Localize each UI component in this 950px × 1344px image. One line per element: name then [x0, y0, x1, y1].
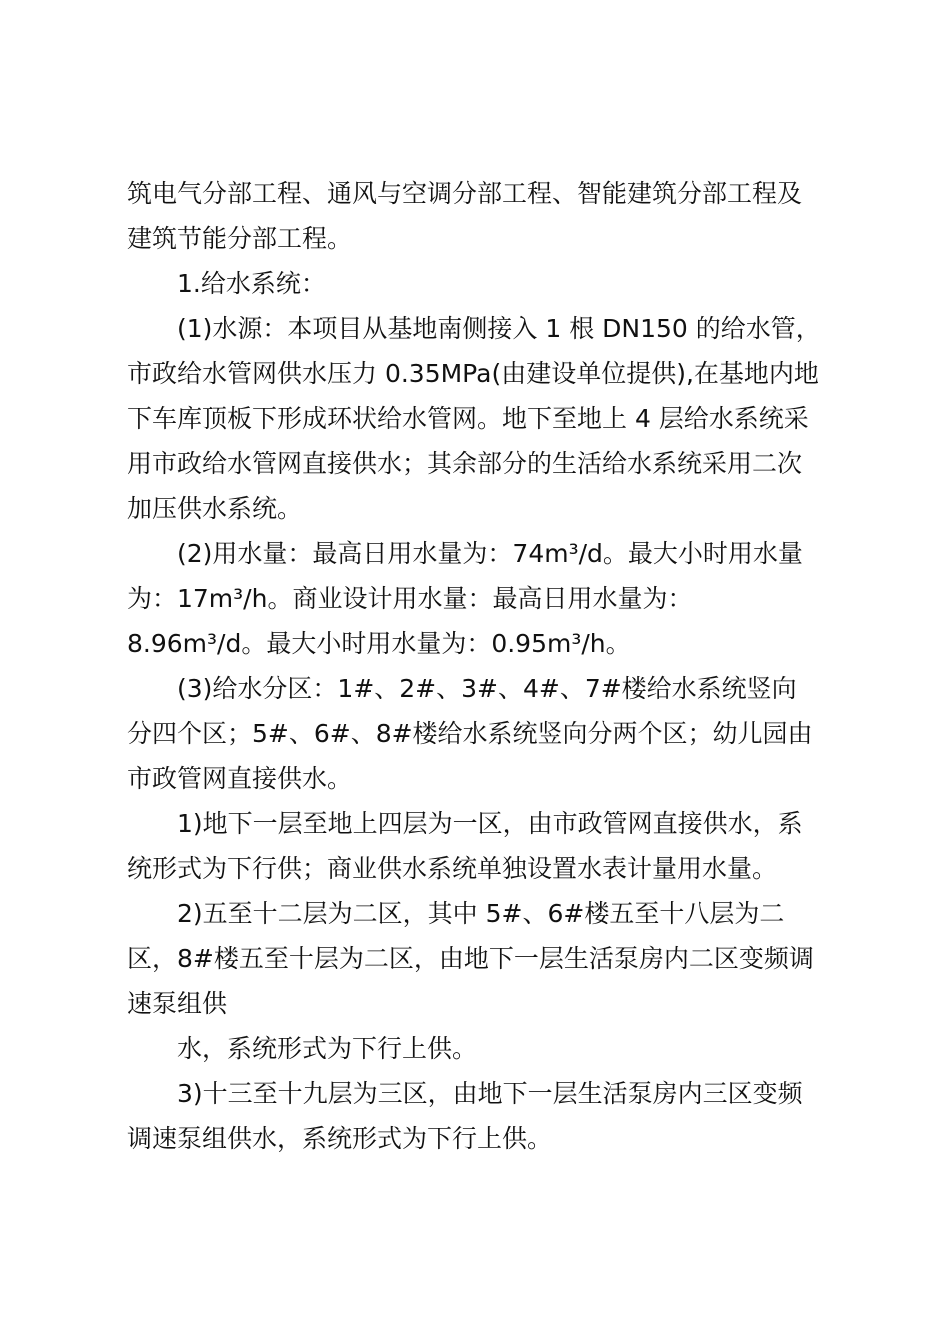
text-line: 市政给水管网供水压力 0.35MPa(由建设单位提供),在基地内地	[127, 359, 819, 388]
text-line: 3)十三至十九层为三区，由地下一层生活泵房内三区变频	[177, 1079, 803, 1108]
text-line: 调速泵组供水，系统形式为下行上供。	[127, 1124, 553, 1153]
text-line: 统形式为下行供；商业供水系统单独设置水表计量用水量。	[127, 854, 778, 883]
text-line: (2)用水量：最高日用水量为：74m³/d。最大小时用水量	[177, 539, 803, 568]
text-line: (1)水源：本项目从基地南侧接入 1 根 DN150 的给水管，	[177, 314, 821, 343]
text-line: 8.96m³/d。最大小时用水量为：0.95m³/h。	[127, 629, 631, 658]
text-line: 2)五至十二层为二区，其中 5#、6#楼五至十八层为二	[177, 899, 785, 928]
text-line: 分四个区；5#、6#、8#楼给水系统竖向分两个区；幼儿园由	[127, 719, 813, 748]
text-line: 加压供水系统。	[127, 494, 303, 523]
section-heading: 1.给水系统：	[177, 269, 326, 298]
text-line: (3)给水分区：1#、2#、3#、4#、7#楼给水系统竖向	[177, 674, 797, 703]
text-line: 为：17m³/h。商业设计用水量：最高日用水量为：	[127, 584, 693, 613]
document-body	[127, 171, 837, 1161]
text-line: 区，8#楼五至十层为二区，由地下一层生活泵房内二区变频调	[127, 944, 814, 973]
text-line: 筑电气分部工程、通风与空调分部工程、智能建筑分部工程及	[127, 179, 803, 208]
text-line: 水，系统形式为下行上供。	[177, 1034, 478, 1063]
text-line: 速泵组供	[127, 989, 228, 1018]
text-line: 建筑节能分部工程。	[127, 224, 353, 253]
text-line: 用市政给水管网直接供水；其余部分的生活给水系统采用二次	[127, 449, 803, 478]
text-line: 市政管网直接供水。	[127, 764, 353, 793]
text-line: 下车库顶板下形成环状给水管网。地下至地上 4 层给水系统采	[127, 404, 809, 433]
text-line: 1)地下一层至地上四层为一区，由市政管网直接供水，系	[177, 809, 803, 838]
